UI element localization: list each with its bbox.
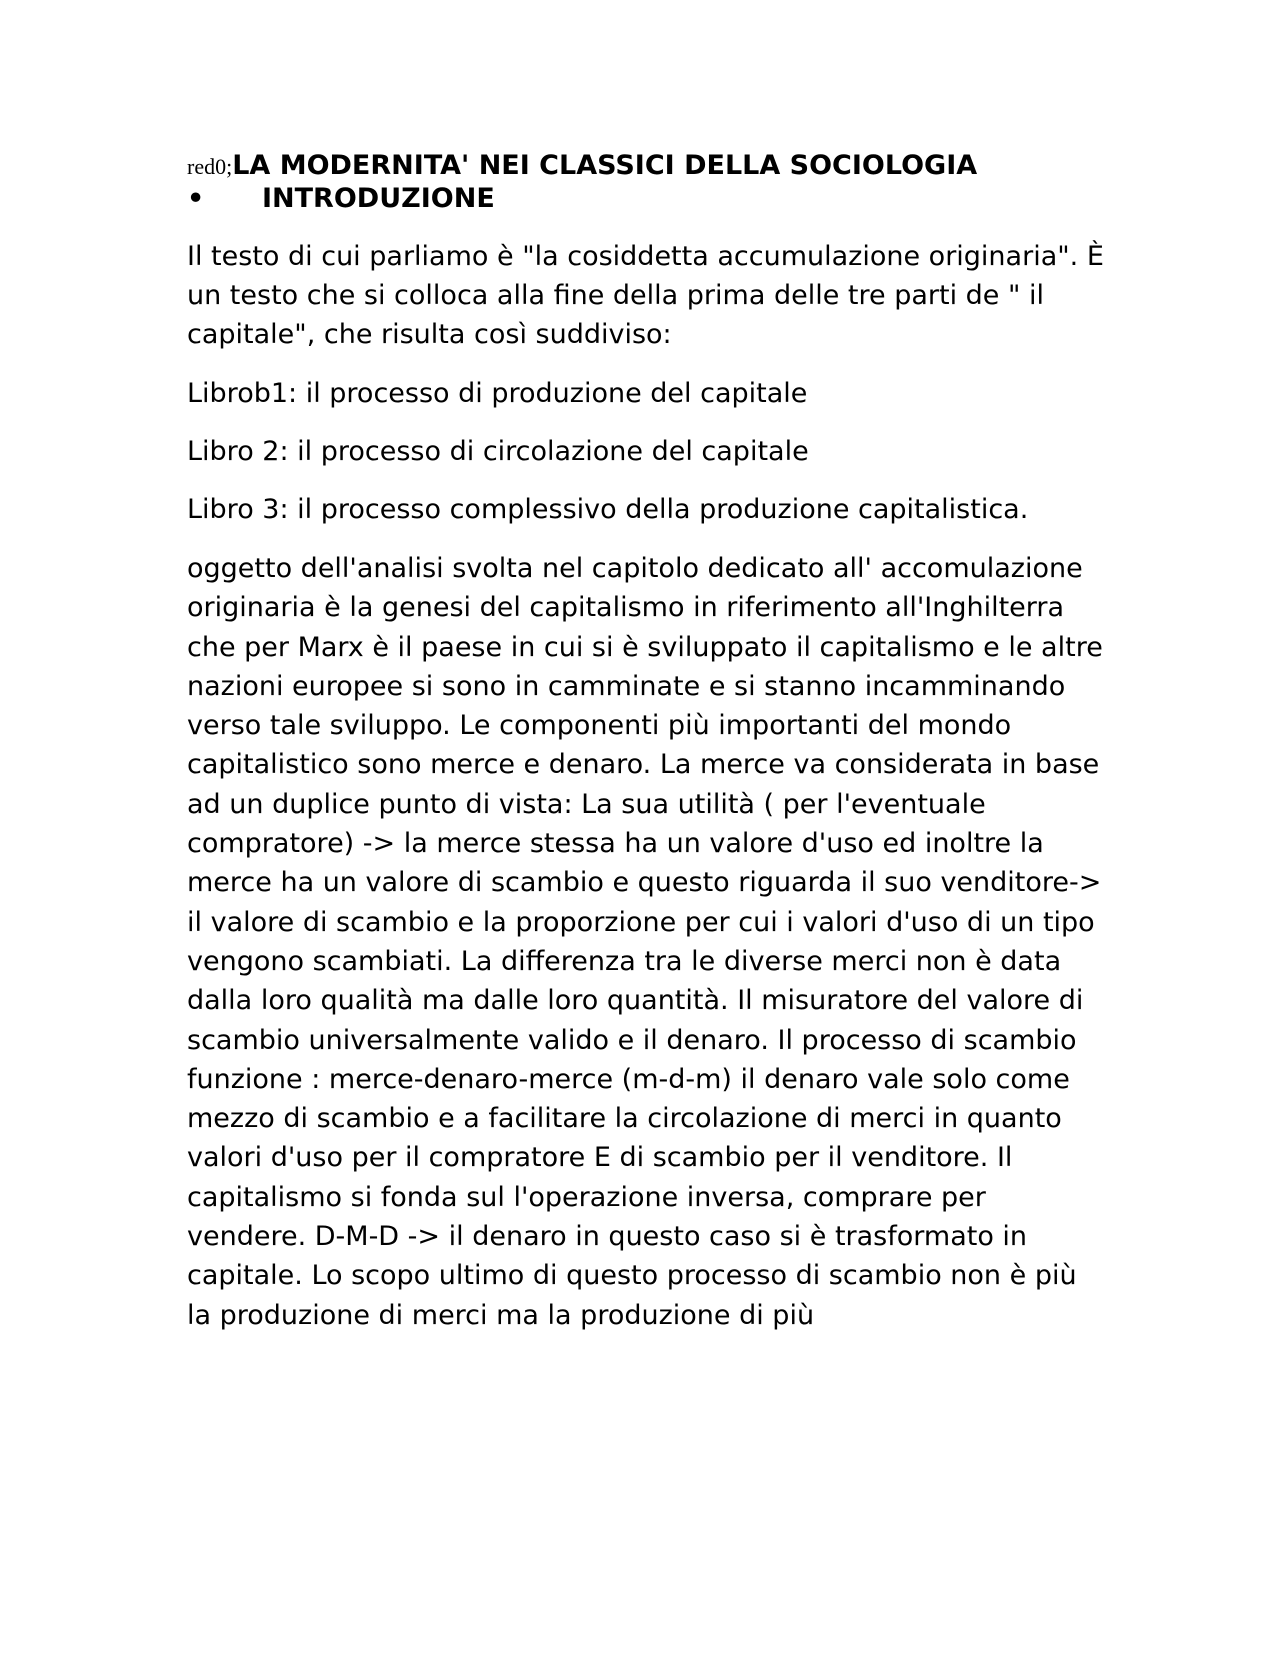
document-body [187,150,1107,1355]
paragraph-analysis: oggetto dell'analisi svolta nel capitolo dedicato all' accomulazione originaria è la genesi del capitalismo in riferimento all'Inghilterra che per Marx è il paese in cui si è sviluppato il capitalismo e le altre nazioni europee si sono in camminate e si stanno incamminando verso tale sviluppo. Le componenti più importanti del mondo capitalistico sono merce e denaro. La merce va considerata in base ad un duplice punto di vista: La sua utilità ( per l'eventuale compratore) -> la merce stessa ha un valore d'uso ed inoltre la merce ha un valore di scambio e questo riguarda il suo venditore-> il valore di scambio e la proporzione per cui i valori d'uso di un tipo vengono scambiati. La differenza tra le diverse merci non è data dalla loro qualità ma dalle loro quantità. Il misuratore del valore di scambio universalmente valido e il denaro. Il processo di scambio funzione : merce-denaro-merce (m-d-m) il denaro vale solo come mezzo di scambio e a facilitare la circolazione di merci in quanto valori d'uso per il compratore E di scambio per il venditore. Il capitalismo si fonda sul l'operazione inversa, comprare per vendere. D-M-D -> il denaro in questo caso si è trasformato in capitale. Lo scopo ultimo di questo processo di scambio non è più la produzione di merci ma la produzione di più [187,553,1103,1331]
section-heading [187,183,1107,215]
title-text: LA MODERNITA' NEI CLASSICI DELLA SOCIOLOGIA [232,150,978,181]
section-heading-text: INTRODUZIONE [262,183,495,214]
paragraph-book-2: Libro 2: il processo di circolazione del capitale [187,436,809,467]
bullet-icon: • [187,183,205,214]
paragraph-intro: Il testo di cui parliamo è "la cosiddetta accumulazione originaria". È un testo che si colloca alla fine della prima delle tre parti de " il capitale", che risulta così suddiviso: [187,241,1104,350]
title-artifact-text: red0; [187,154,233,179]
paragraph-book-1: Librob1: il processo di produzione del capitale [187,378,808,409]
document-title [187,150,1107,183]
paragraph-book-3: Libro 3: il processo complessivo della produzione capitalistica. [187,494,1029,525]
